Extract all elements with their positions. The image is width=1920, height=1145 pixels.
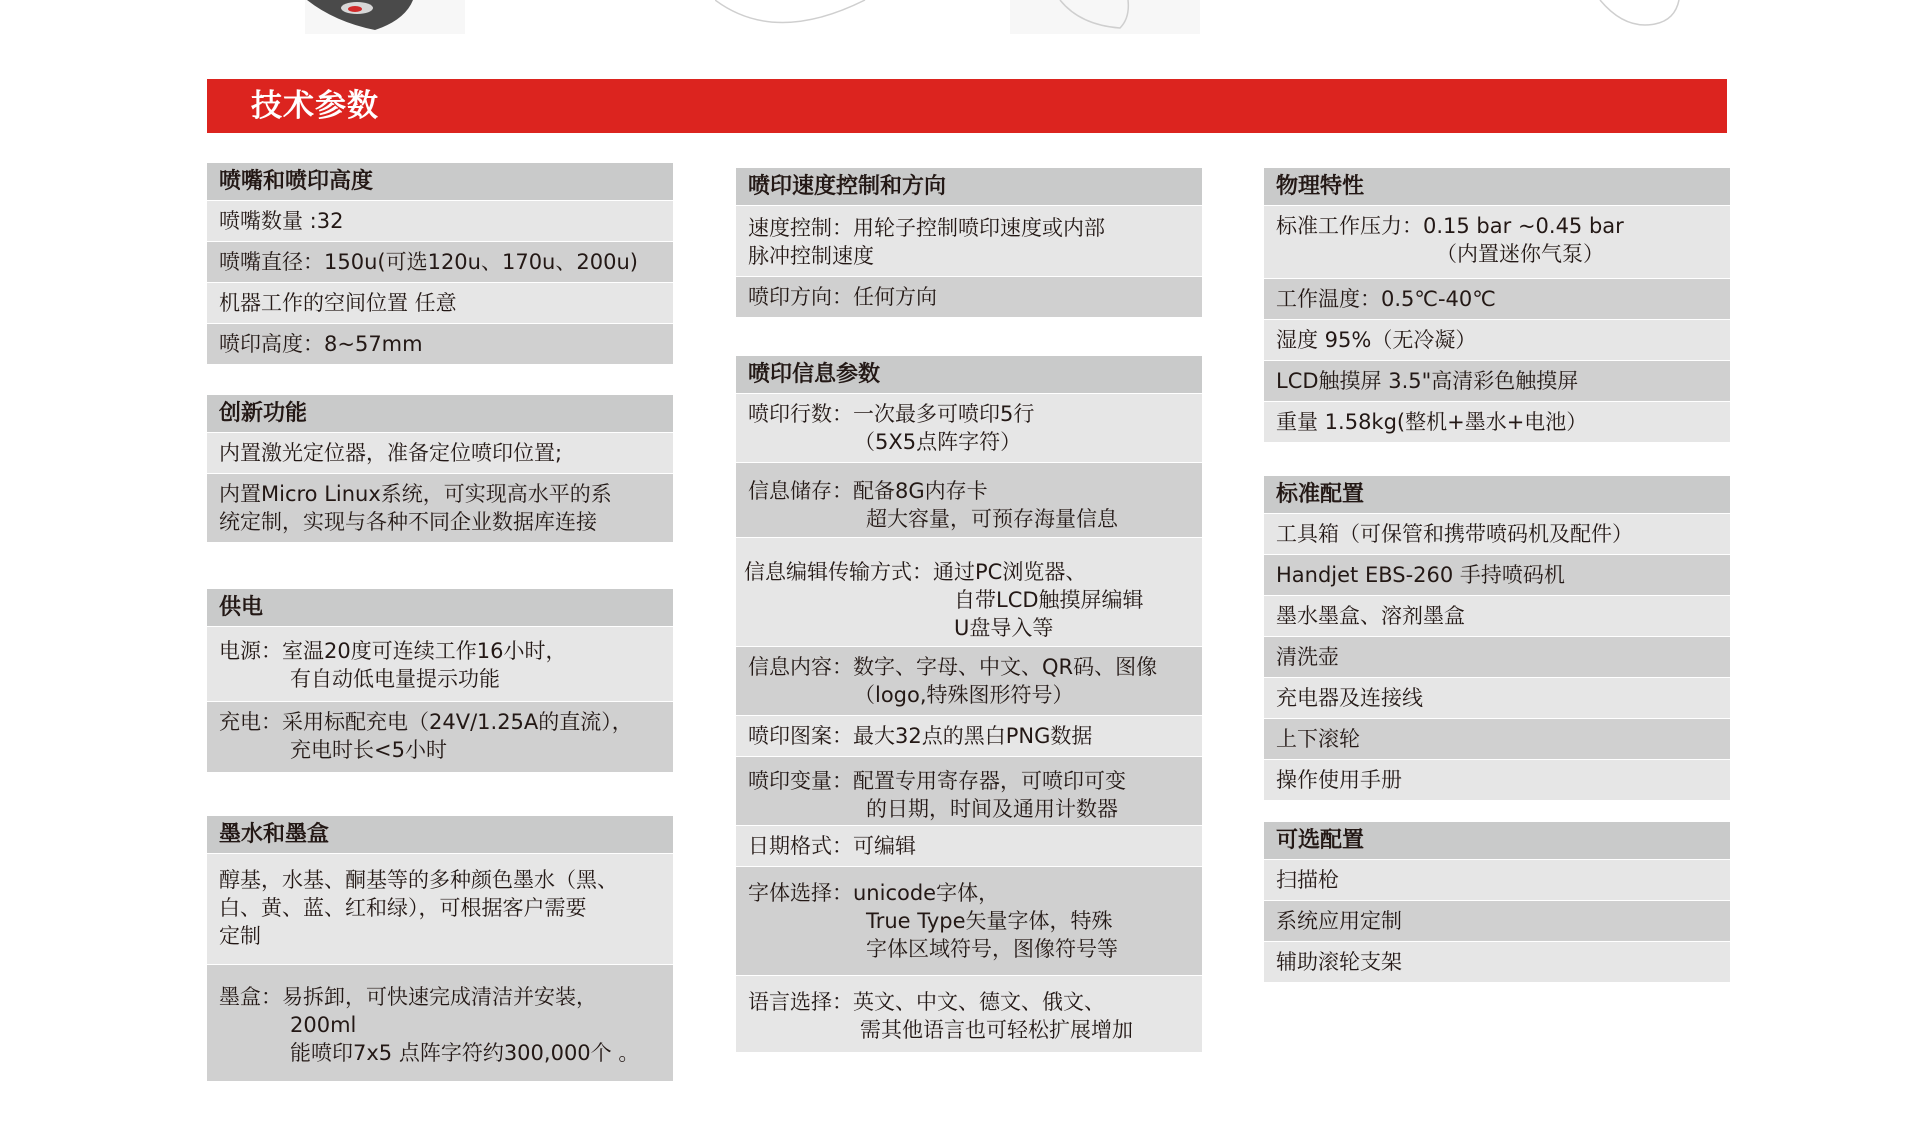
handjet-device-image [305, 0, 465, 34]
section-title: 墨水和墨盒 [207, 816, 673, 854]
spec-row: 字体选择：unicode字体， True Type矢量字体，特殊 字体区域符号，图像符号等 [736, 867, 1202, 976]
section-print-info [736, 356, 1202, 1053]
spec-row: 信息内容：数字、字母、中文、QR码、图像 （logo,特殊图形符号） [736, 647, 1202, 716]
product-image-1 [305, 0, 465, 34]
spec-row: 喷印行数：一次最多可喷印5行 （5X5点阵字符） [736, 394, 1202, 463]
spec-row: 充电：采用标配充电（24V/1.25A的直流）， 充电时长<5小时 [207, 702, 673, 773]
spec-row: 语言选择：英文、中文、德文、俄文、 需其他语言也可轻松扩展增加 [736, 976, 1202, 1053]
spec-row: 扫描枪 [1264, 860, 1730, 901]
section-nozzle-height [207, 163, 673, 365]
spec-row: 墨水墨盒、溶剂墨盒 [1264, 596, 1730, 637]
section-title: 供电 [207, 589, 673, 627]
spec-row: 电源：室温20度可连续工作16小时， 有自动低电量提示功能 [207, 627, 673, 702]
spec-row: 标准工作压力：0.15 bar ~0.45 bar （内置迷你气泵） [1264, 206, 1730, 279]
spec-row: 清洗壶 [1264, 637, 1730, 678]
roller-accessory-image [715, 0, 885, 34]
section-optional-config [1264, 822, 1730, 983]
spec-row: 墨盒：易拆卸，可快速完成清洁并安装， 200ml 能喷印7x5 点阵字符约300,000个 。 [207, 965, 673, 1082]
section-title: 物理特性 [1264, 168, 1730, 206]
section-title: 可选配置 [1264, 822, 1730, 860]
spec-row: 工具箱（可保管和携带喷码机及配件） [1264, 514, 1730, 555]
spec-row: 信息编辑传输方式：通过PC浏览器、 自带LCD触摸屏编辑 U盘导入等 [736, 538, 1202, 647]
spec-row: 喷嘴直径：150u(可选120u、170u、200u) [207, 242, 673, 283]
spec-row: 醇基，水基、酮基等的多种颜色墨水（黑、 白、黄、蓝、红和绿），可根据客户需要 定制 [207, 854, 673, 965]
spec-row: 重量 1.58kg(整机+墨水+电池） [1264, 402, 1730, 443]
spec-row: LCD触摸屏 3.5"高清彩色触摸屏 [1264, 361, 1730, 402]
spec-row: 信息储存：配备8G内存卡 超大容量，可预存海量信息 [736, 463, 1202, 538]
charger-image [1585, 0, 1695, 34]
product-image-3 [1010, 0, 1200, 34]
section-power [207, 589, 673, 773]
spec-row: 工作温度：0.5℃-40℃ [1264, 279, 1730, 320]
title-banner [207, 79, 1727, 133]
spec-row: 内置Micro Linux系统，可实现高水平的系 统定制，实现与各种不同企业数据库连接 [207, 474, 673, 543]
section-title: 标准配置 [1264, 476, 1730, 514]
product-image-4 [1585, 0, 1695, 34]
ink-cartridge-image [1010, 0, 1200, 34]
section-standard-config [1264, 476, 1730, 801]
spec-row: 喷印图案：最大32点的黑白PNG数据 [736, 716, 1202, 757]
spec-row: 喷印变量：配置专用寄存器，可喷印可变 的日期，时间及通用计数器 [736, 757, 1202, 826]
spec-row: 上下滚轮 [1264, 719, 1730, 760]
section-title: 喷印信息参数 [736, 356, 1202, 394]
spec-row: 日期格式：可编辑 [736, 826, 1202, 867]
product-image-2 [715, 0, 885, 34]
section-title: 喷印速度控制和方向 [736, 168, 1202, 206]
spec-row: 速度控制：用轮子控制喷印速度或内部 脉冲控制速度 [736, 206, 1202, 277]
spec-row: 辅助滚轮支架 [1264, 942, 1730, 983]
spec-row: 喷印高度：8~57mm [207, 324, 673, 365]
spec-row: 系统应用定制 [1264, 901, 1730, 942]
spec-row: 内置激光定位器，准备定位喷印位置; [207, 433, 673, 474]
section-ink-cartridge [207, 816, 673, 1082]
section-innovation [207, 395, 673, 543]
spec-row: 充电器及连接线 [1264, 678, 1730, 719]
section-title: 创新功能 [207, 395, 673, 433]
product-images-strip [0, 0, 1920, 35]
section-speed-direction [736, 168, 1202, 318]
spec-row: 湿度 95%（无冷凝） [1264, 320, 1730, 361]
section-title: 喷嘴和喷印高度 [207, 163, 673, 201]
page-title: 技术参数 [251, 88, 379, 124]
spec-row: 机器工作的空间位置 任意 [207, 283, 673, 324]
spec-row: 喷印方向：任何方向 [736, 277, 1202, 318]
spec-row: 喷嘴数量 :32 [207, 201, 673, 242]
section-physical [1264, 168, 1730, 443]
spec-row: 操作使用手册 [1264, 760, 1730, 801]
spec-row: Handjet EBS-260 手持喷码机 [1264, 555, 1730, 596]
